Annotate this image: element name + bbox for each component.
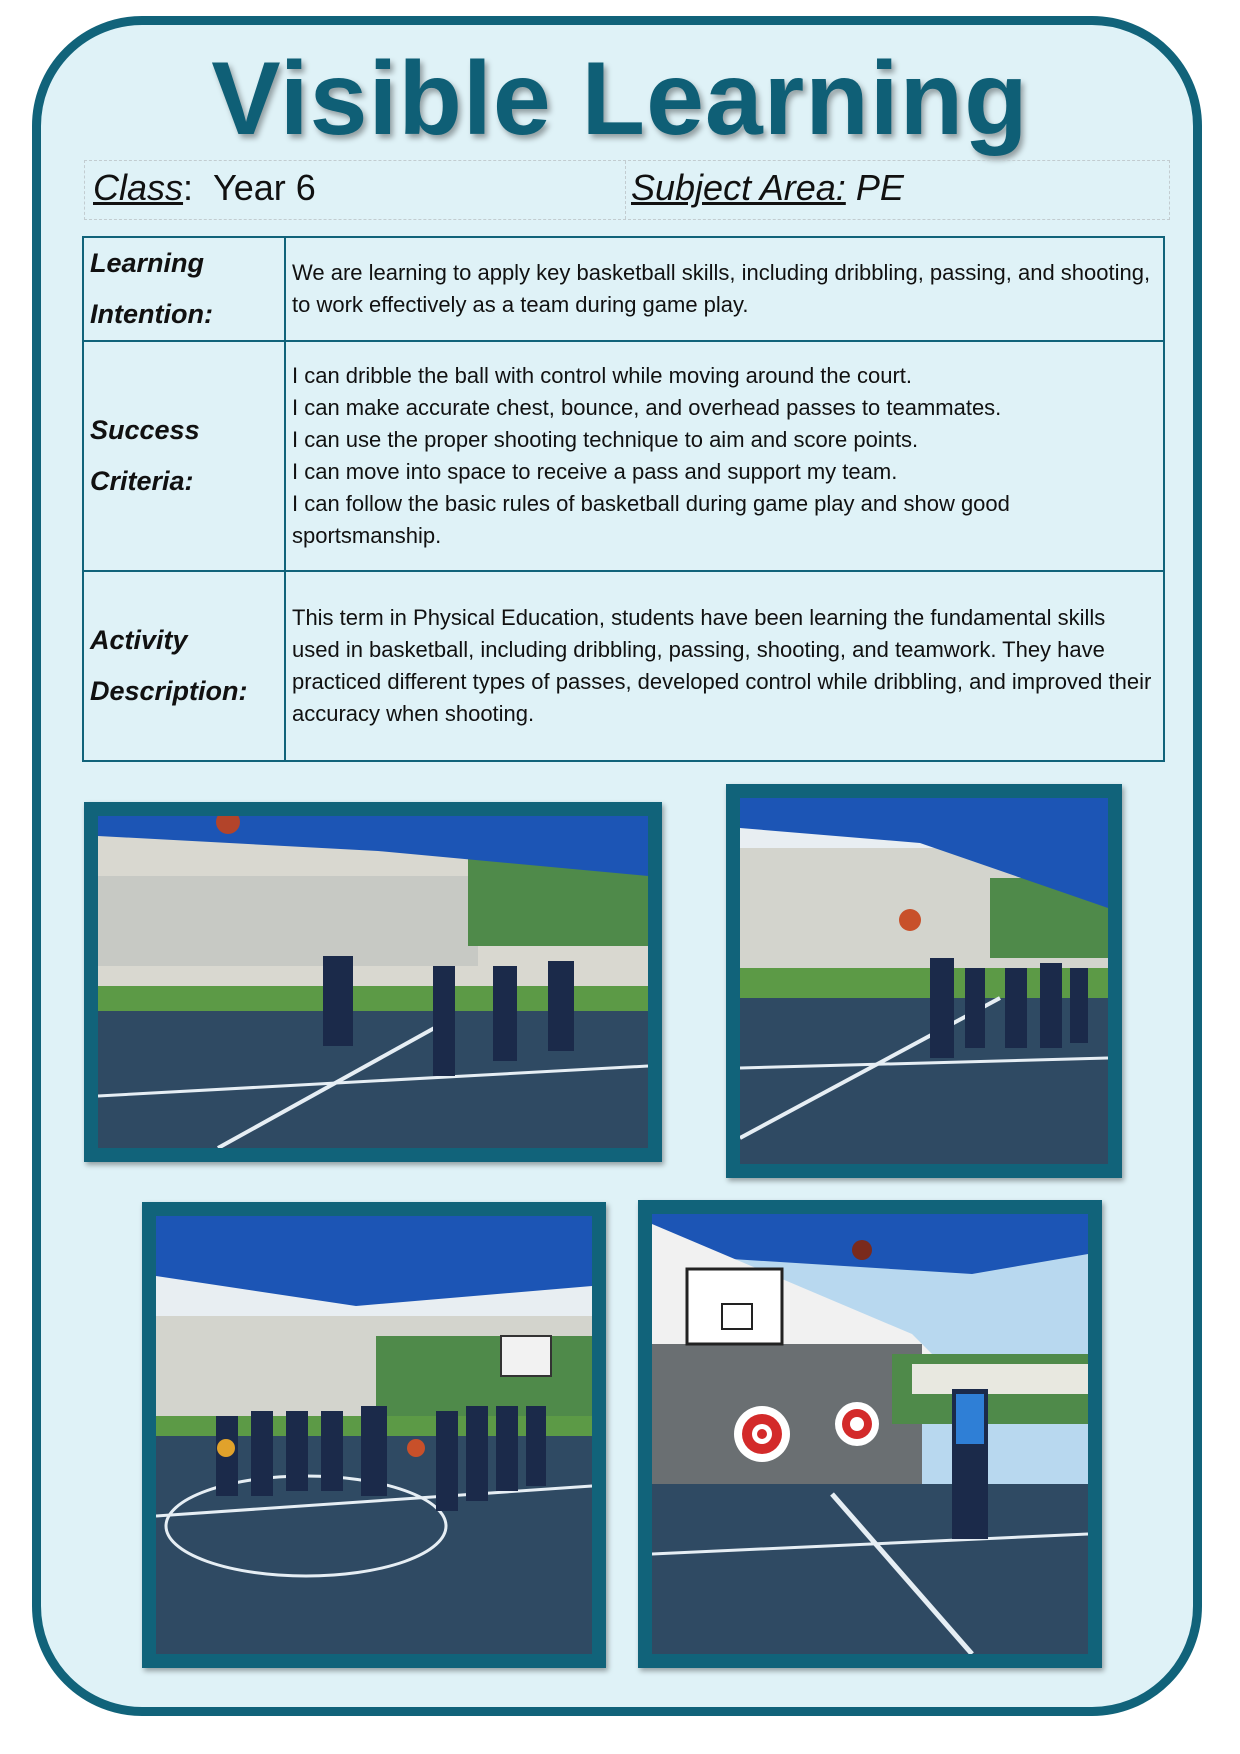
class-label: Class bbox=[93, 167, 184, 208]
learning-intention-text: We are learning to apply key basketball skills, including dribbling, passing, and shooting, to work effectively as a team during game play. bbox=[285, 237, 1164, 341]
label-line: Description: bbox=[90, 676, 248, 706]
learning-intention-row bbox=[83, 237, 1164, 341]
criteria-item: I can follow the basic rules of basketball during game play and show good sportsmanship. bbox=[292, 491, 1010, 548]
success-criteria-label bbox=[83, 341, 285, 571]
criteria-item: I can use the proper shooting technique to aim and score points. bbox=[292, 427, 919, 452]
criteria-item: I can dribble the ball with control while moving around the court. bbox=[292, 363, 913, 388]
class-subject-row bbox=[84, 160, 1170, 220]
photo-shooting-practice bbox=[84, 802, 662, 1162]
photo-team-line bbox=[142, 1202, 606, 1668]
label-line: Learning bbox=[90, 248, 205, 278]
success-criteria-row bbox=[83, 341, 1164, 571]
photo-target-shot bbox=[638, 1200, 1102, 1668]
photo-jump-shot bbox=[726, 784, 1122, 1178]
page-title: Visible Learning bbox=[211, 41, 1029, 157]
subject-label: Subject Area: bbox=[631, 167, 846, 208]
criteria-item: I can move into space to receive a pass and support my team. bbox=[292, 459, 898, 484]
row-divider bbox=[625, 161, 626, 219]
class-field: Class: Year 6 bbox=[93, 167, 316, 208]
class-value: Year 6 bbox=[213, 167, 316, 208]
photo-image bbox=[156, 1216, 592, 1654]
subject-value: PE bbox=[855, 167, 904, 208]
learning-intention-label bbox=[83, 237, 285, 341]
activity-description-label bbox=[83, 571, 285, 761]
learning-table bbox=[82, 236, 1165, 762]
success-criteria-list bbox=[285, 341, 1164, 571]
subject-field bbox=[631, 167, 904, 209]
photo-image bbox=[652, 1214, 1088, 1654]
photo-image bbox=[98, 816, 648, 1148]
criteria-item: I can make accurate chest, bounce, and overhead passes to teammates. bbox=[292, 395, 1002, 420]
label-line: Activity bbox=[90, 625, 188, 655]
label-line: Intention: bbox=[90, 299, 213, 329]
label-line: Success bbox=[90, 415, 200, 445]
label-line: Criteria: bbox=[90, 466, 194, 496]
activity-description-text: This term in Physical Education, students have been learning the fundamental skills used in basketball, including dribbling, passing, shooting, and teamwork. They have practiced different types of passes, developed control while dribbling, and improved their accuracy when shooting. bbox=[285, 571, 1164, 761]
activity-description-row bbox=[83, 571, 1164, 761]
photo-image bbox=[740, 798, 1108, 1164]
